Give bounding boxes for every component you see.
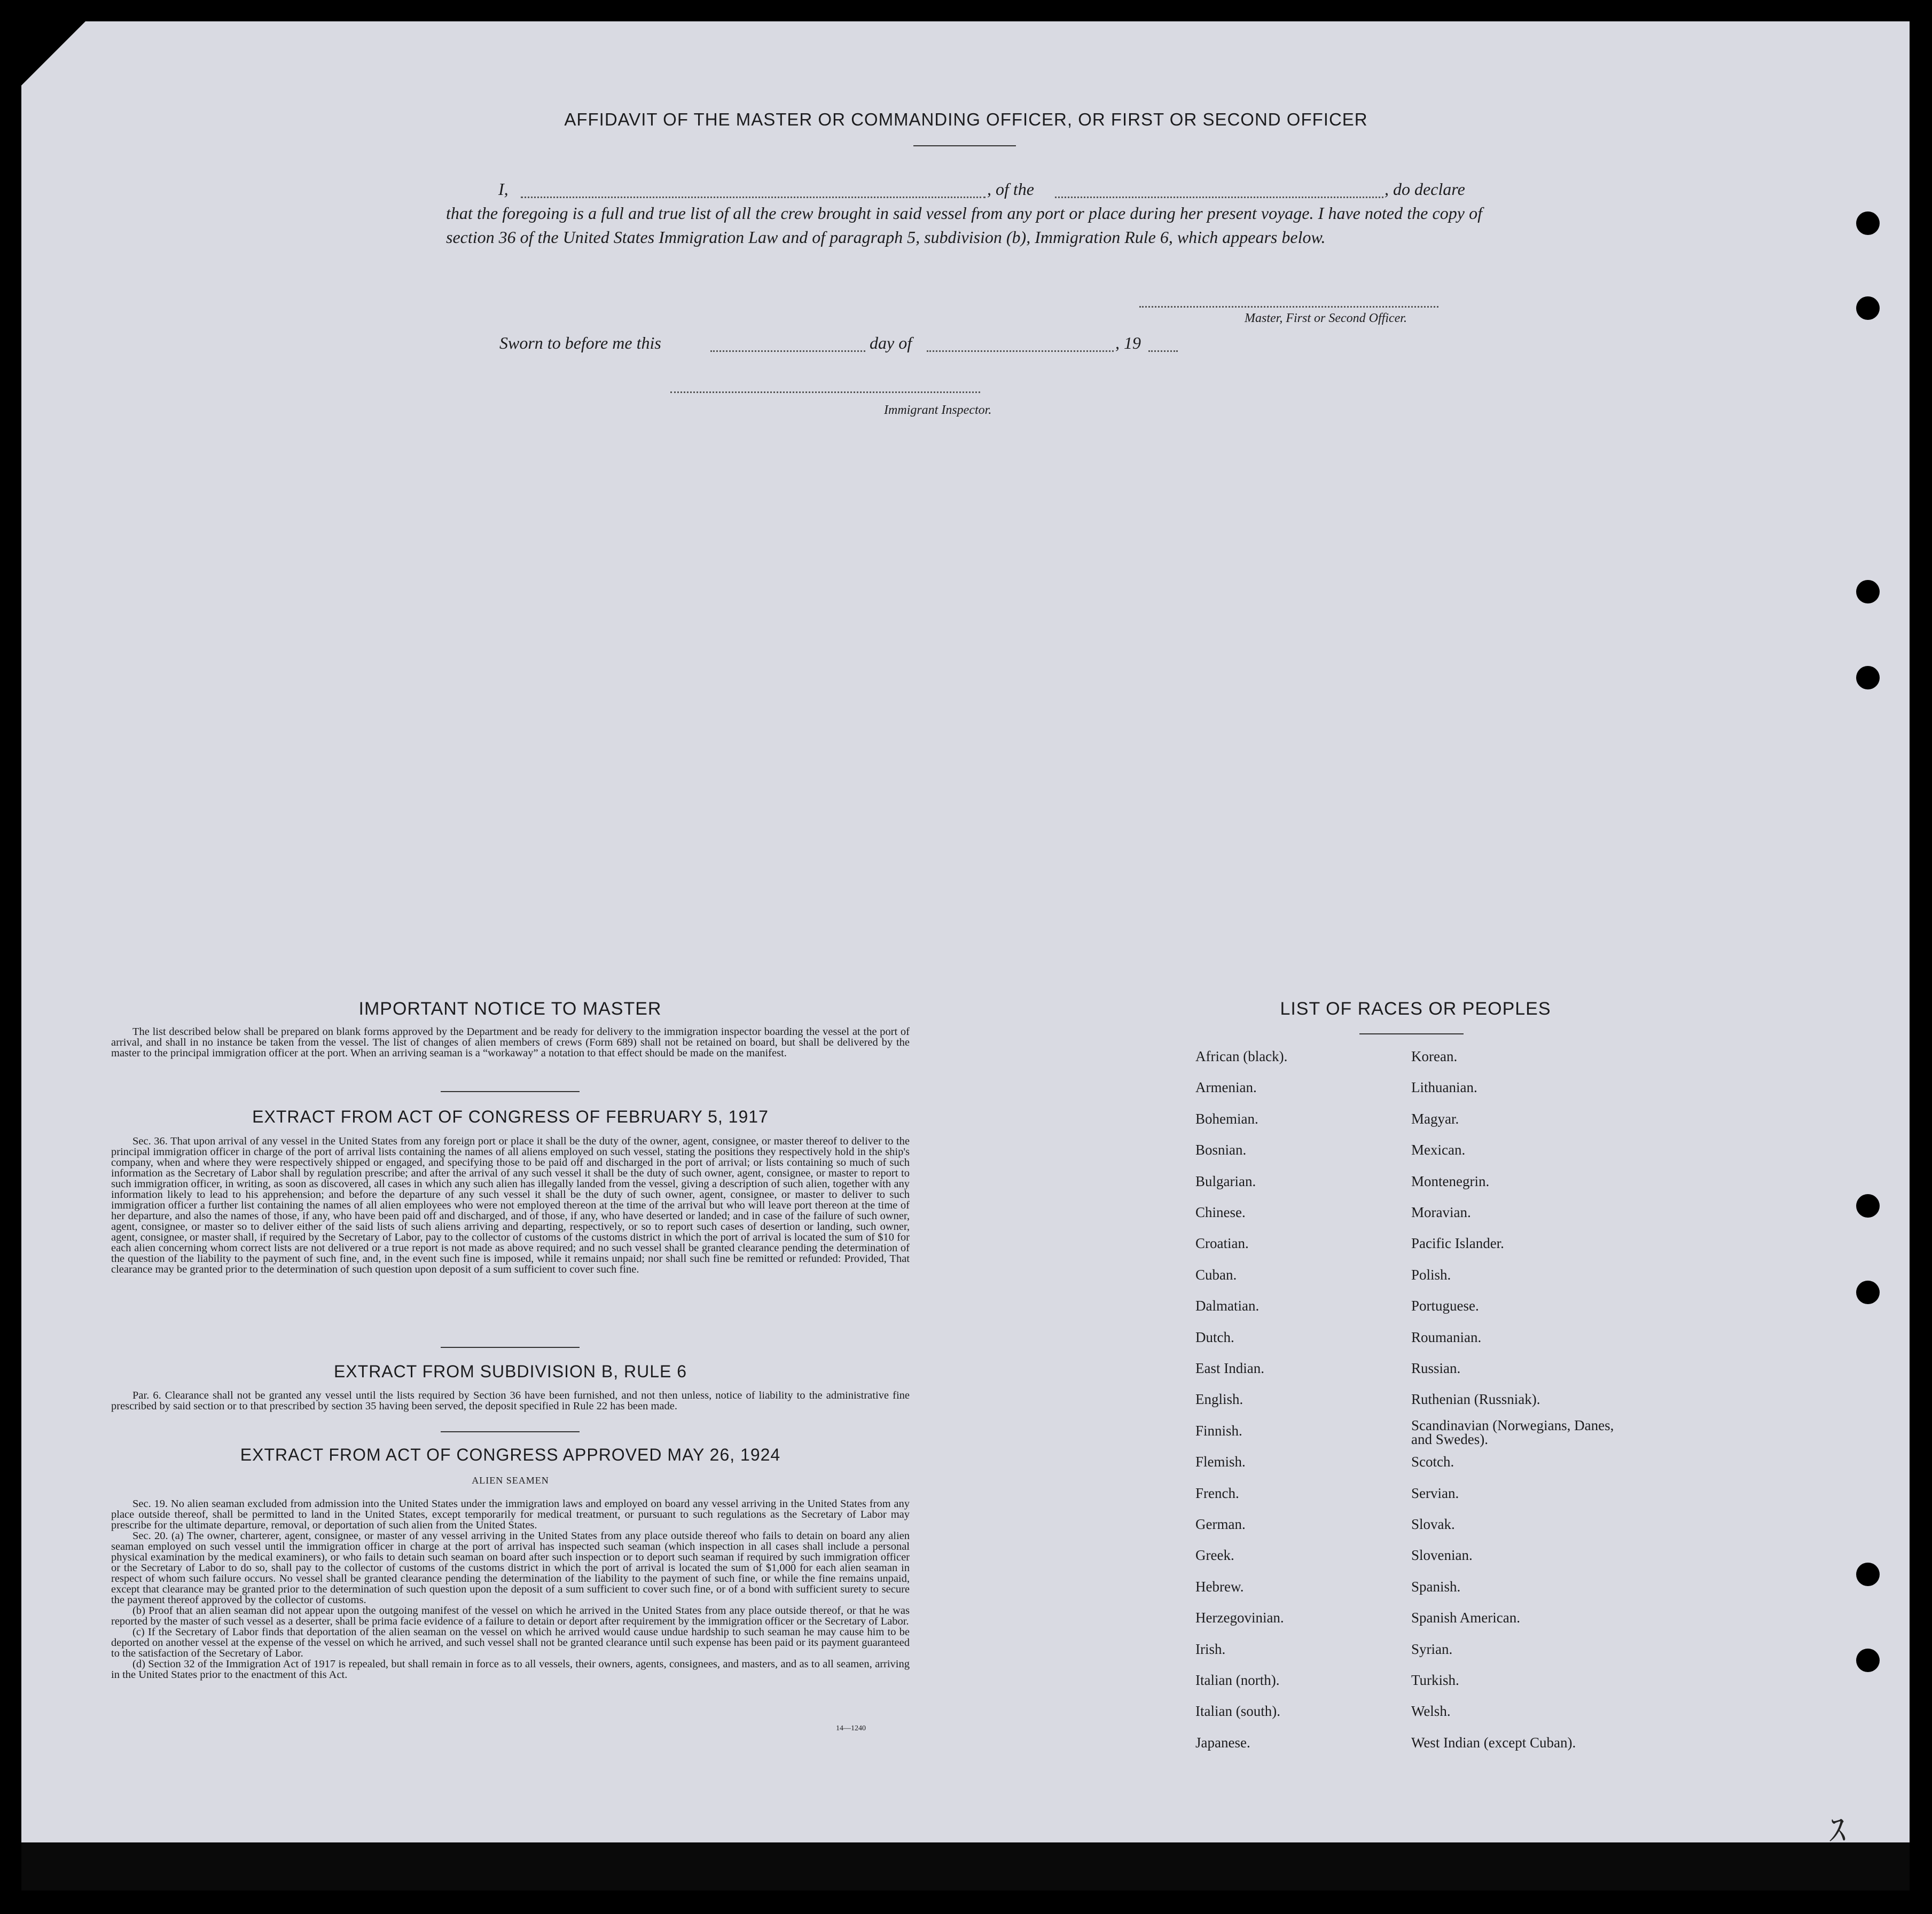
extract-rule6-body: [111, 1390, 910, 1411]
race-item: Scandinavian (Norwegians, Danes, and Swedes).: [1411, 1417, 1614, 1447]
notice-body: [111, 1026, 910, 1058]
year-label: , 19: [1115, 333, 1141, 352]
race-item: Croatian.: [1195, 1235, 1249, 1251]
race-item: Servian.: [1411, 1485, 1459, 1501]
do-declare-label: , do declare: [1385, 179, 1465, 199]
page-bottom-edge: [21, 1842, 1910, 1891]
race-item: Lithuanian.: [1411, 1079, 1477, 1095]
race-item: Italian (north).: [1195, 1672, 1280, 1688]
race-item: Irish.: [1195, 1641, 1226, 1657]
binder-hole: [1856, 211, 1880, 235]
declarant-label: I,: [498, 179, 509, 199]
race-item: Cuban.: [1195, 1267, 1237, 1283]
section-19-text: Sec. 19. No alien seaman excluded from admission into the United States under the immigration laws and employed on board any vessel arriving in the United States from any place outside thereof, shall be permitted to land in the United States, except temporarily for medical treatment, or pursuant to such regulations as the Secretary of Labor may prescribe for the ultimate departure, removal, or deportation of such alien from the United States.: [111, 1498, 910, 1531]
race-item: Spanish.: [1411, 1579, 1461, 1595]
declaration-text: that the foregoing is a full and true list of all the crew brought in said vessel from any port or place during her present voyage. I have noted the copy of section 36 of the United States Immigration Law and of paragraph 5, subdivision (b), Immigration Rule 6, which appears below.: [446, 203, 1482, 247]
race-item: Polish.: [1411, 1267, 1451, 1283]
section-20a-text: Sec. 20. (a) The owner, charterer, agent, consignee, or master of any vessel arriving in the United States from any place outside thereof who fails to detain on board any alien seaman employed on such vessel until the immigration officer in charge at the port of arrival has inspected such seaman (which inspection in all cases shall include a personal physical examination by the medical examiners), or who fails to detain such seaman on board after such inspection or to deport such seaman if required by such immigration officer or the Secretary of Labor to do so, shall pay to the collector of customs of the customs district in which the port of arrival is located the sum of $1,000 for each alien seaman in respect of whom such failure occurs. No vessel shall be granted clearance pending the determination of the liability to the payment of such fine, or while the fine remains unpaid, except that clearance may be granted prior to the determination of such question upon the deposit of a sum sufficient to cover such fine, or of a bond with sufficient surety to secure the payment thereof approved by the collector of customs.: [111, 1530, 910, 1606]
section-36-text: Sec. 36. That upon arrival of any vessel in the United States from any foreign port or place it shall be the duty of the owner, agent, consignee, or master thereof to deliver to the principal immigration officer in charge of the port of arrival lists containing the names of all aliens employed on such vessel, stating the positions they respectively hold in the ship's company, when and where they were respectively shipped or engaged, and specifying those to be paid off and discharged in the port of arrival; or lists containing so much of such information as the Secretary of Labor shall by regulation prescribe; and after the arrival of any such vessel it shall be the duty of such owner, agent, consignee, or master to report to such immigration officer, in writing, as soon as discovered, all cases in which any such alien has illegally landed from the vessel, giving a description of such alien, together with any information likely to lead to his apprehension; and before the departure of any such vessel it shall be the duty of such owner, agent, consignee, or master to deliver to such immigration officer a further list containing the names of all alien employees who were not employed thereon at the time of the arrival but who will leave port thereon at the time of her departure, and also the names of those, if any, who have been paid off and discharged, and of those, if any, who have deserted or landed; and in case of the failure of such owner, agent, consignee, or master so to deliver either of the said lists of such aliens arriving and departing, respectively, or so to report such cases of desertion or landing, such owner, agent, consignee, or master shall, if required by the Secretary of Labor, pay to the collector of customs of the customs district in which the port of arrival is located the sum of $10 for each alien concerning whom correct lists are not delivered or a true report is not made as above required; and no such vessel shall be granted clearance pending the determination of the question of the liability to the payment of such fine, and, in the event such fine is imposed, while it remains unpaid; nor shall such fine be remitted or refunded: Provided, That clearance may be granted prior to the determination of such question upon deposit of a sum sufficient to cover such fine.: [111, 1135, 910, 1275]
race-item: African (black).: [1195, 1048, 1288, 1064]
section-20c-text: (c) If the Secretary of Labor finds that deportation of the alien seaman on the vessel on which he arrived would cause undue hardship to such seaman he may cause him to be deported on another vessel at the expense of the vessel on which he arrived, and such vessel shall not be granted clearance until such expense has been paid or its payment guaranteed to the satisfaction of the Secretary of Labor.: [111, 1626, 910, 1659]
notice-paragraph: The list described below shall be prepared on blank forms approved by the Department and be ready for delivery to the immigration inspector boarding the vessel at the port of arrival, and shall in no instance be taken from the vessel. The list of changes of alien members of crews (Form 689) shall not be retained on board, but shall be delivered by the master to the principal immigration officer at the port. When an arriving seaman is a “workaway” a notation to that effect should be made on the manifest.: [111, 1026, 910, 1059]
races-title: LIST OF RACES OR PEOPLES: [1280, 999, 1551, 1019]
race-item: Flemish.: [1195, 1454, 1246, 1470]
rule6-text: Par. 6. Clearance shall not be granted any vessel until the lists required by Section 36 have been furnished, and not then unless, notice of liability to the administrative fine prescribed by said section or to that prescribed by section 35 having been served, the deposit specified in Rule 22 has been made.: [111, 1390, 910, 1412]
binder-hole: [1856, 1649, 1880, 1672]
of-the-label: , of the: [987, 179, 1034, 199]
race-item: Japanese.: [1195, 1735, 1250, 1751]
notice-title: IMPORTANT NOTICE TO MASTER: [358, 999, 662, 1019]
master-signature-label: Master, First or Second Officer.: [1245, 311, 1407, 325]
race-item: Slovenian.: [1411, 1547, 1473, 1563]
race-item: French.: [1195, 1485, 1239, 1501]
binder-hole: [1856, 1194, 1880, 1218]
extract-1917-body: [111, 1136, 910, 1275]
race-item: Hebrew.: [1195, 1579, 1244, 1595]
race-item: Greek.: [1195, 1547, 1234, 1563]
alien-seamen-subtitle: ALIEN SEAMEN: [472, 1475, 549, 1486]
section-rule: [441, 1431, 580, 1432]
race-item: East Indian.: [1195, 1360, 1264, 1376]
inspector-signature-field[interactable]: [670, 391, 980, 393]
section-rule: [441, 1347, 580, 1348]
binder-hole: [1856, 580, 1880, 603]
binder-hole: [1856, 296, 1880, 320]
extract-1924-body: [111, 1499, 910, 1680]
binder-hole: [1856, 666, 1880, 689]
extract-1924-title: EXTRACT FROM ACT OF CONGRESS APPROVED MAY 26, 1924: [240, 1445, 781, 1464]
inspector-label: Immigrant Inspector.: [884, 403, 992, 417]
section-20d-text: (d) Section 32 of the Immigration Act of 1917 is repealed, but shall remain in force as to all vessels, their owners, agents, consignees, and masters, and as to all seamen, arriving in the United States prior to the enactment of this Act.: [111, 1658, 910, 1681]
affidavit-title: AFFIDAVIT OF THE MASTER OR COMMANDING OFFICER, OR FIRST OR SECOND OFFICER: [564, 109, 1368, 129]
race-item: Welsh.: [1411, 1703, 1451, 1719]
race-item: Scotch.: [1411, 1454, 1454, 1470]
race-item: Mexican.: [1411, 1142, 1466, 1158]
race-item: West Indian (except Cuban).: [1411, 1735, 1576, 1751]
races-title-rule: [1359, 1033, 1464, 1034]
extract-1917-title: EXTRACT FROM ACT OF CONGRESS OF FEBRUARY 5, 1917: [252, 1107, 769, 1126]
declarant-name-field[interactable]: [521, 197, 985, 198]
race-item: Portuguese.: [1411, 1298, 1479, 1314]
master-signature-field[interactable]: [1139, 306, 1438, 308]
extract-rule6-title: EXTRACT FROM SUBDIVISION B, RULE 6: [333, 1362, 687, 1381]
race-item: Finnish.: [1195, 1423, 1242, 1439]
race-item: Magyar.: [1411, 1111, 1459, 1127]
form-number: 14—1240: [836, 1724, 866, 1732]
race-item: English.: [1195, 1391, 1243, 1407]
race-item: Montenegrin.: [1411, 1173, 1490, 1189]
race-item: Bulgarian.: [1195, 1173, 1256, 1189]
race-item: Moravian.: [1411, 1204, 1471, 1220]
binder-hole: [1856, 1563, 1880, 1586]
section-20b-text: (b) Proof that an alien seaman did not appear upon the outgoing manifest of the vessel on which he arrived in the United States from any place outside thereof, or that he was reported by the master of such vessel as a deserter, shall be prima facie evidence of a failure to detain or deport after requirement by the immigration officer or the Secretary of Labor.: [111, 1605, 910, 1627]
race-item: Ruthenian (Russniak).: [1411, 1391, 1540, 1407]
race-item: Spanish American.: [1411, 1610, 1520, 1626]
race-item: Russian.: [1411, 1360, 1461, 1376]
section-rule: [441, 1091, 580, 1092]
race-item: German.: [1195, 1516, 1246, 1532]
race-item: Herzegovinian.: [1195, 1610, 1284, 1626]
vessel-name-field[interactable]: [1055, 197, 1383, 198]
sworn-day-field[interactable]: [710, 350, 865, 352]
race-item: Syrian.: [1411, 1641, 1453, 1657]
handwritten-mark: ｽ: [1829, 1813, 1845, 1848]
sworn-label: Sworn to before me this: [499, 333, 661, 352]
sworn-year-field[interactable]: [1148, 350, 1178, 352]
race-item: Armenian.: [1195, 1079, 1257, 1095]
race-item: Chinese.: [1195, 1204, 1246, 1220]
race-item: Slovak.: [1411, 1516, 1455, 1532]
binder-hole: [1856, 1281, 1880, 1304]
race-item: Pacific Islander.: [1411, 1235, 1504, 1251]
race-item: Italian (south).: [1195, 1703, 1280, 1719]
day-of-label: day of: [870, 333, 912, 352]
race-item: Bosnian.: [1195, 1142, 1247, 1158]
race-item: Dalmatian.: [1195, 1298, 1260, 1314]
race-item: Turkish.: [1411, 1672, 1459, 1688]
race-item: Dutch.: [1195, 1329, 1234, 1345]
race-item: Korean.: [1411, 1048, 1458, 1064]
race-item: Bohemian.: [1195, 1111, 1258, 1127]
title-rule: [913, 145, 1016, 146]
race-item: Roumanian.: [1411, 1329, 1482, 1345]
sworn-month-field[interactable]: [927, 350, 1114, 352]
